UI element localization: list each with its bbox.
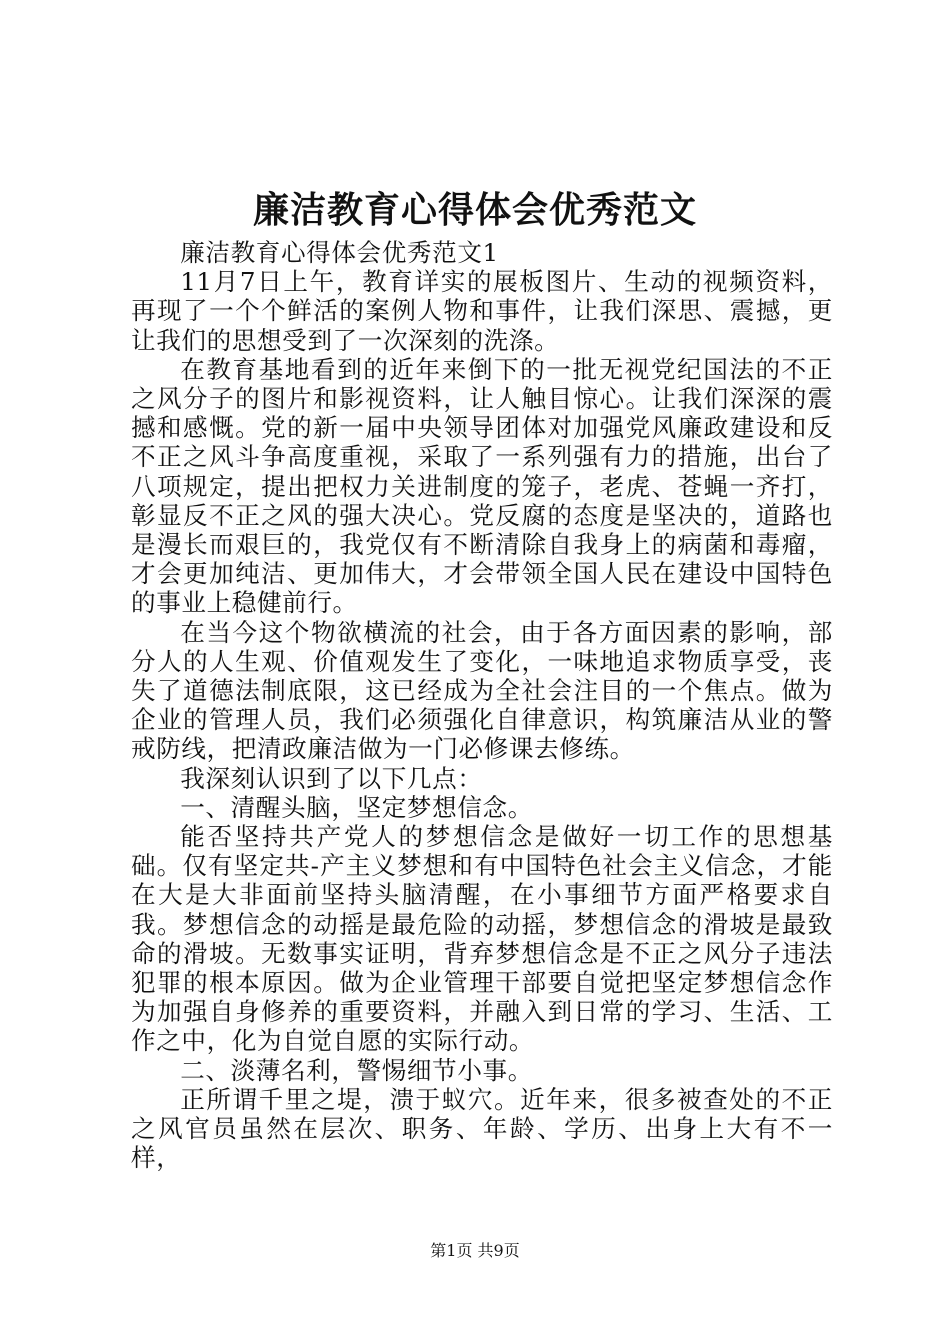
paragraph-subtitle: 廉洁教育心得体会优秀范文1 <box>180 238 499 267</box>
paragraph: 正所谓千里之堤，溃于蚁穴。近年来，很多被查处的不正之风官员虽然在层次、职务、年龄、学历、出身上大有不一样， <box>131 1084 833 1173</box>
document-title: 廉洁教育心得体会优秀范文 <box>252 189 697 231</box>
section-heading: 二、淡薄名利，警惕细节小事。 <box>180 1055 533 1085</box>
paragraph: 我深刻认识到了以下几点： <box>180 763 483 793</box>
section-heading: 一、清醒头脑，坚定梦想信念。 <box>180 792 533 822</box>
paragraph: 在当今这个物欲横流的社会，由于各方面因素的影响，部分人的人生观、价值观发生了变化，一味地追求物质享受，丧失了道德法制底限，这已经成为全社会注目的一个焦点。做为企业的管理人员，我们必须强化自律意识，构筑廉洁从业的警戒防线，把清政廉洁做为一门必修课去修练。 <box>131 617 833 764</box>
page-number-footer: 第1页 共9页 <box>430 1241 520 1260</box>
paragraph: 在教育基地看到的近年来倒下的一批无视党纪国法的不正之风分子的图片和影视资料，让人触目惊心。让我们深深的震撼和感慨。党的新一届中央领导团体对加强党风廉政建设和反不正之风斗争高度重视，采取了一系列强有力的措施，出台了八项规定，提出把权力关进制度的笼子，老虎、苍蝇一齐打，彰显反不正之风的强大决心。党反腐的态度是坚决的，道路也是漫长而艰巨的，我党仅有不断清除自我身上的病菌和毒瘤，才会更加纯洁、更加伟大，才会带领全国人民在建设中国特色的事业上稳健前行。 <box>131 354 833 618</box>
paragraph: 11月7日上午，教育详实的展板图片、生动的视频资料，再现了一个个鲜活的案例人物和事件，让我们深思、震撼，更让我们的思想受到了一次深刻的洗涤。 <box>131 267 833 355</box>
document-body <box>131 238 833 1173</box>
paragraph: 能否坚持共产党人的梦想信念是做好一切工作的思想基础。仅有坚定共-产主义梦想和有中国特色社会主义信念，才能在大是大非面前坚持头脑清醒，在小事细节方面严格要求自我。梦想信念的动摇是最危险的动摇，梦想信念的滑坡是最致命的滑坡。无数事实证明，背弃梦想信念是不正之风分子违法犯罪的根本原因。做为企业管理干部要自觉把坚定梦想信念作为加强自身修养的重要资料，并融入到日常的学习、生活、工作之中，化为自觉自愿的实际行动。 <box>131 822 833 1056</box>
